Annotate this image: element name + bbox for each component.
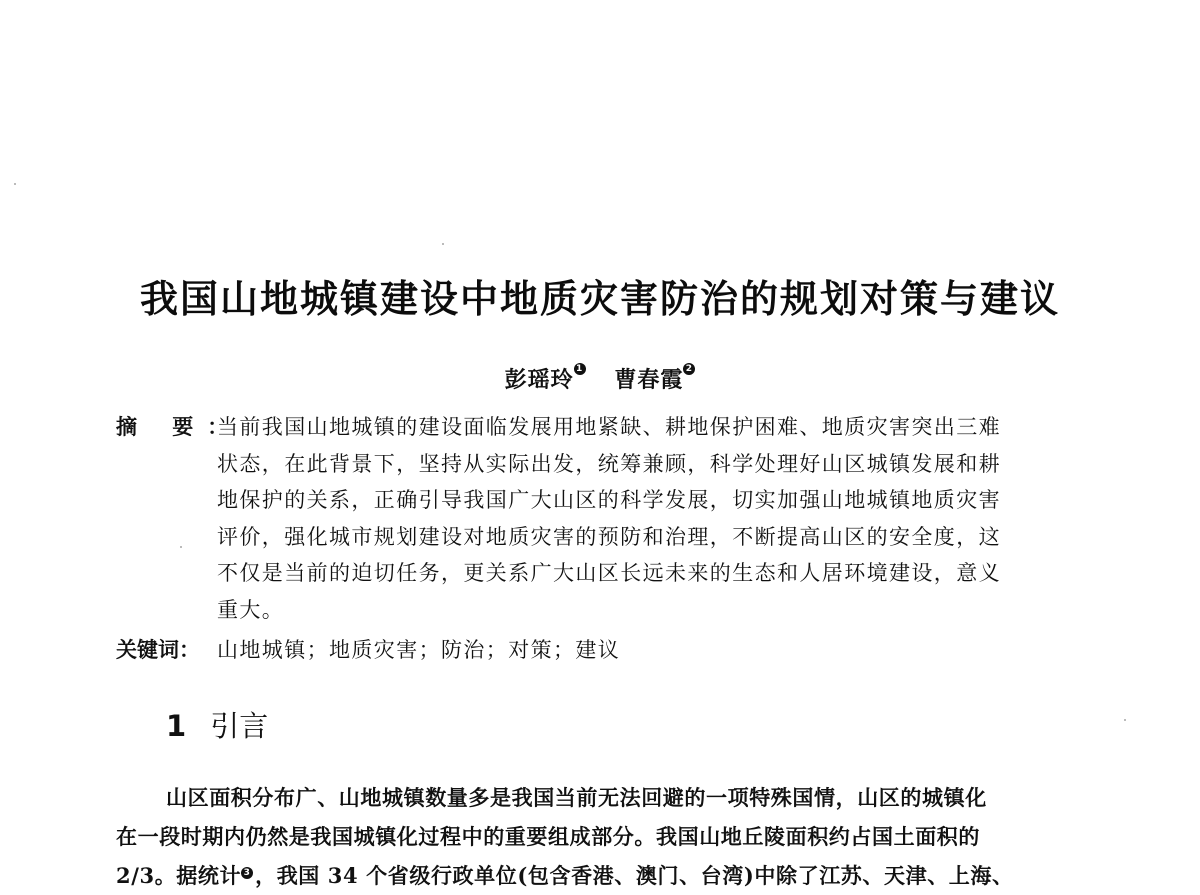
body-line: 山区面积分布广、山地城镇数量多是我国当前无法回避的一项特殊国情，山区的城镇化 [166,785,987,810]
author-1-mark: 1 [574,363,586,375]
keywords-label: 关键词： [116,638,200,662]
paper-title: 我国山地城镇建设中地质灾害防治的规划对策与建议 [139,277,1060,321]
abstract-body [217,409,1085,628]
footnote-marker: 3 [241,867,253,879]
scan-speck [14,183,16,185]
author-1-name: 彭瑶玲 [504,367,574,393]
scan-speck [180,546,182,548]
abstract-line: 不仅是当前的迫切任务，更关系广大山区长远未来的生态和人居环境建设，意义 [217,561,1001,585]
abstract-line: 当前我国山地城镇的建设面临发展用地紧缺、耕地保护困难、地质灾害突出三难 [217,415,1001,439]
author-2-name: 曹春霞 [614,367,684,393]
section-heading [166,704,268,745]
section-number: 1 [166,709,187,743]
body-line-part: 2/3。据统计 [116,863,242,888]
author-line [0,363,1200,394]
abstract-line: 状态，在此背景下，坚持从实际出发，统筹兼顾，科学处理好山区城镇发展和耕 [217,451,1001,476]
abstract-label: 摘 要： [116,415,243,439]
body-paragraph [116,778,1084,895]
scan-speck [442,243,444,245]
scan-speck [1124,719,1126,721]
section-title: 引言 [210,709,269,743]
abstract-line: 重大。 [217,597,285,622]
abstract-line: 评价，强化城市规划建设对地质灾害的预防和治理，不断提高山区的安全度，这 [217,524,1001,549]
abstract-line: 地保护的关系，正确引导我国广大山区的科学发展，切实加强山地城镇地质灾害 [217,488,1001,512]
author-2-mark: 2 [683,363,695,375]
body-line-part: ，我国 34 个省级行政单位(包含香港、澳门、台湾)中除了江苏、天津、上海、 [255,863,1014,888]
author-1 [504,363,586,393]
body-line: 在一段时期内仍然是我国城镇化过程中的重要组成部分。我国山地丘陵面积约占国土面积的 [116,824,980,849]
author-2 [614,363,695,393]
body-line [116,856,1084,895]
keywords-text: 山地城镇；地质灾害；防治；对策；建议 [217,638,621,662]
